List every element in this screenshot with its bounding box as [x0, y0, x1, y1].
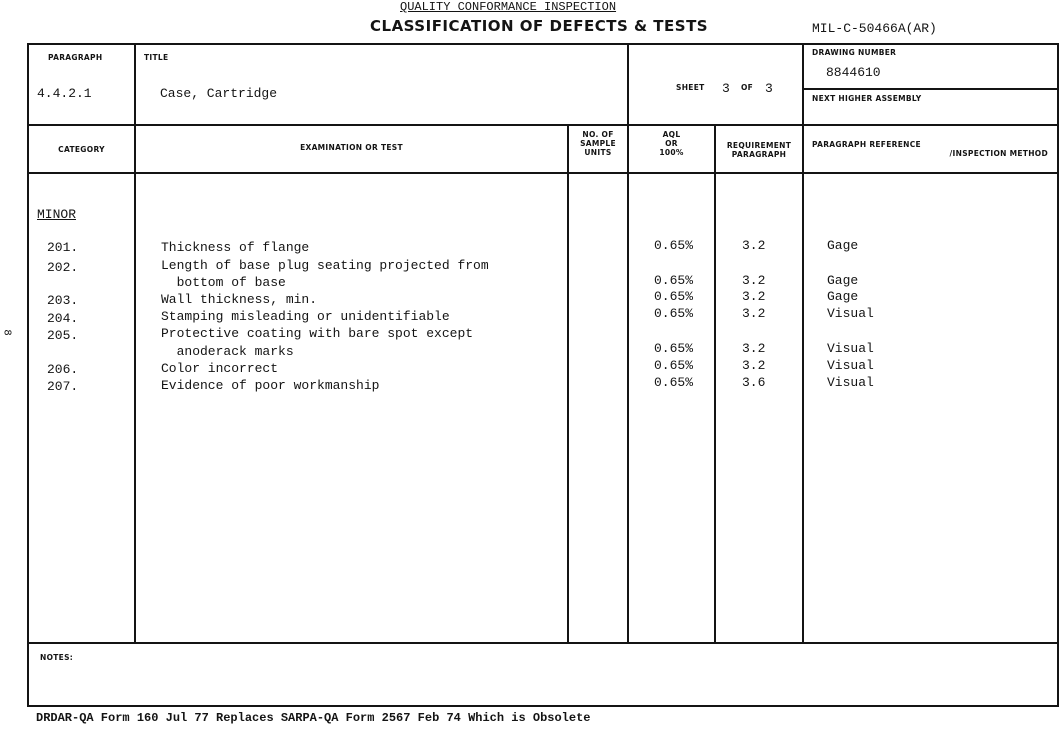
- row-method: Visual: [827, 358, 874, 373]
- row-description-line2: bottom of base: [161, 275, 286, 290]
- sheet-label: SHEET: [676, 83, 705, 92]
- row-number: 202.: [47, 260, 79, 275]
- row-method: Gage: [827, 273, 859, 288]
- assembly-divider: [803, 88, 1057, 90]
- spec-number: MIL-C-50466A(AR): [812, 21, 937, 36]
- sheet-number: 3: [722, 81, 730, 96]
- row-aql: 0.65%: [654, 341, 694, 356]
- row-description: Stamping misleading or unidentifiable: [161, 309, 450, 324]
- col-header-category: CATEGORY: [58, 145, 105, 154]
- drawing-number-label: DRAWING NUMBER: [812, 48, 897, 57]
- col-header-aql-line3: 100%: [659, 148, 684, 157]
- row-number: 207.: [47, 379, 79, 394]
- row-method: Visual: [827, 375, 874, 390]
- col-divider-category: [134, 45, 136, 644]
- title-label: TITLE: [144, 53, 169, 62]
- next-assembly-label: NEXT HIGHER ASSEMBLY: [812, 94, 922, 103]
- row-requirement: 3.2: [742, 358, 766, 373]
- row-description: Evidence of poor workmanship: [161, 378, 380, 393]
- row-description-line1: Length of base plug seating projected from: [161, 258, 489, 273]
- col-divider-req: [714, 124, 716, 644]
- col-header-sample: [569, 130, 627, 157]
- paragraph-value: 4.4.2.1: [37, 86, 92, 101]
- col-header-aql: [629, 130, 714, 157]
- col-divider-sample: [567, 124, 569, 644]
- col-header-exam: EXAMINATION OR TEST: [300, 143, 403, 152]
- row-number: 204.: [47, 311, 79, 326]
- title-value: Case, Cartridge: [160, 86, 278, 101]
- row-method: Visual: [827, 341, 874, 356]
- row-requirement: 3.2: [742, 306, 766, 321]
- row-number: 205.: [47, 328, 79, 343]
- col-header-ref-line1: PARAGRAPH REFERENCE: [812, 140, 921, 149]
- category-heading: MINOR: [37, 207, 77, 222]
- row-aql: 0.65%: [654, 289, 694, 304]
- drawing-number-value: 8844610: [826, 65, 881, 80]
- col-header-sample-line3: UNITS: [584, 148, 612, 157]
- row-method: Gage: [827, 289, 859, 304]
- notes-label: NOTES:: [40, 653, 74, 662]
- row-requirement: 3.2: [742, 273, 766, 288]
- row-description-line2: anoderack marks: [161, 344, 294, 359]
- col-header-req-line2: PARAGRAPH: [731, 150, 787, 159]
- row-number: 206.: [47, 362, 79, 377]
- col-header-reference: [812, 140, 1048, 158]
- col-header-sample-line2: SAMPLE: [580, 139, 616, 148]
- row-aql: 0.65%: [654, 375, 694, 390]
- form-footer: DRDAR-QA Form 160 Jul 77 Replaces SARPA-QA Form 2567 Feb 74 Which is Obsolete: [36, 711, 591, 725]
- row-requirement: 3.6: [742, 375, 766, 390]
- main-title: CLASSIFICATION OF DEFECTS & TESTS: [370, 17, 709, 35]
- row-requirement: 3.2: [742, 289, 766, 304]
- notes-divider: [27, 642, 1059, 644]
- row-number: 203.: [47, 293, 79, 308]
- row-requirement: 3.2: [742, 238, 766, 253]
- col-header-aql-line1: AQL: [662, 130, 681, 139]
- sheet-total: 3: [765, 81, 773, 96]
- col-header-req-line1: REQUIREMENT: [726, 141, 792, 150]
- paragraph-label: PARAGRAPH: [48, 53, 103, 62]
- row-description-line1: Protective coating with bare spot except: [161, 326, 474, 341]
- col-header-requirement: [716, 141, 802, 159]
- header-divider: [27, 124, 1059, 126]
- row-description: Color incorrect: [161, 361, 279, 376]
- col-divider-ref: [802, 45, 804, 644]
- row-method: Gage: [827, 238, 859, 253]
- col-header-ref-line2: /INSPECTION METHOD: [949, 149, 1048, 158]
- row-method: Visual: [827, 306, 874, 321]
- row-aql: 0.65%: [654, 306, 694, 321]
- top-title: QUALITY CONFORMANCE INSPECTION: [400, 0, 617, 14]
- margin-mark: 8: [1, 329, 13, 336]
- row-description: Wall thickness, min.: [161, 292, 318, 307]
- column-header-divider: [27, 172, 1059, 174]
- col-header-aql-line2: OR: [665, 139, 678, 148]
- row-description: Thickness of flange: [161, 240, 310, 255]
- sheet-of-label: OF: [741, 83, 754, 92]
- row-aql: 0.65%: [654, 238, 694, 253]
- row-number: 201.: [47, 240, 79, 255]
- row-requirement: 3.2: [742, 341, 766, 356]
- col-header-sample-line1: NO. OF: [582, 130, 614, 139]
- row-aql: 0.65%: [654, 273, 694, 288]
- row-aql: 0.65%: [654, 358, 694, 373]
